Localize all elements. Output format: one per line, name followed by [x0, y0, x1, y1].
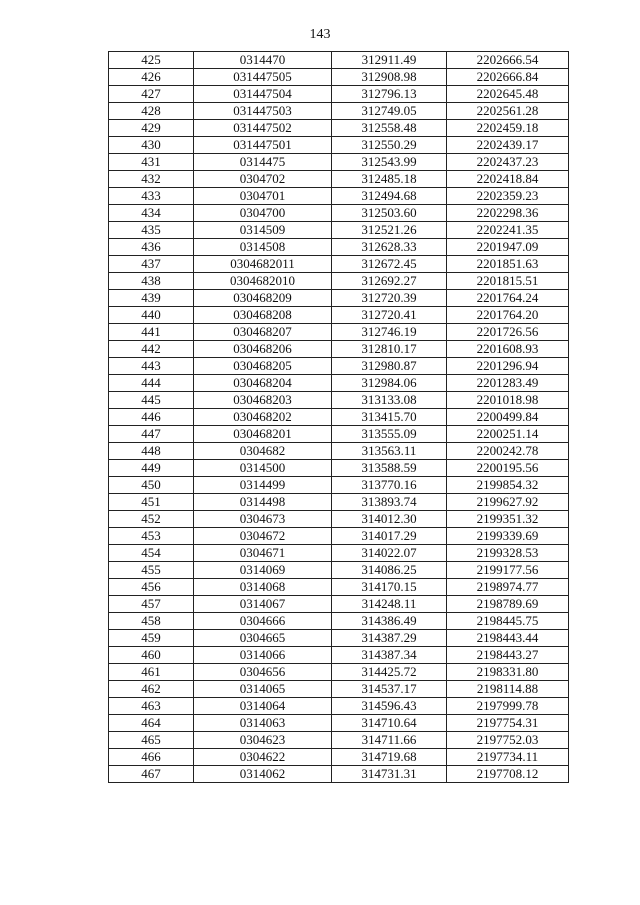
y-coordinate-cell: 2200499.84: [447, 409, 569, 426]
point-number-cell: 444: [109, 375, 194, 392]
table-row: [109, 239, 569, 256]
x-coordinate-cell: 314387.34: [332, 647, 447, 664]
point-code-cell: 0304666: [194, 613, 332, 630]
point-number-cell: 446: [109, 409, 194, 426]
y-coordinate-cell: 2202241.35: [447, 222, 569, 239]
y-coordinate-cell: 2201608.93: [447, 341, 569, 358]
x-coordinate-cell: 314017.29: [332, 528, 447, 545]
table-row: [109, 222, 569, 239]
y-coordinate-cell: 2202645.48: [447, 86, 569, 103]
point-code-cell: 031447503: [194, 103, 332, 120]
point-number-cell: 462: [109, 681, 194, 698]
point-number-cell: 445: [109, 392, 194, 409]
table-row: [109, 596, 569, 613]
x-coordinate-cell: 313415.70: [332, 409, 447, 426]
x-coordinate-cell: 313133.08: [332, 392, 447, 409]
table-row: [109, 715, 569, 732]
point-number-cell: 448: [109, 443, 194, 460]
x-coordinate-cell: 314719.68: [332, 749, 447, 766]
point-code-cell: 0304672: [194, 528, 332, 545]
table-row: [109, 664, 569, 681]
point-number-cell: 450: [109, 477, 194, 494]
point-code-cell: 0314470: [194, 52, 332, 69]
x-coordinate-cell: 314386.49: [332, 613, 447, 630]
point-code-cell: 031447505: [194, 69, 332, 86]
table-row: [109, 443, 569, 460]
point-code-cell: 0304623: [194, 732, 332, 749]
table-row: [109, 477, 569, 494]
table-row: [109, 409, 569, 426]
y-coordinate-cell: 2201018.98: [447, 392, 569, 409]
point-code-cell: 030468207: [194, 324, 332, 341]
point-number-cell: 440: [109, 307, 194, 324]
point-code-cell: 031447502: [194, 120, 332, 137]
x-coordinate-cell: 313555.09: [332, 426, 447, 443]
x-coordinate-cell: 312911.49: [332, 52, 447, 69]
y-coordinate-cell: 2197708.12: [447, 766, 569, 783]
x-coordinate-cell: 314710.64: [332, 715, 447, 732]
point-number-cell: 456: [109, 579, 194, 596]
x-coordinate-cell: 314022.07: [332, 545, 447, 562]
point-number-cell: 461: [109, 664, 194, 681]
y-coordinate-cell: 2198443.44: [447, 630, 569, 647]
x-coordinate-cell: 312746.19: [332, 324, 447, 341]
table-row: [109, 290, 569, 307]
table-row: [109, 86, 569, 103]
table-row: [109, 103, 569, 120]
x-coordinate-cell: 313563.11: [332, 443, 447, 460]
x-coordinate-cell: 312550.29: [332, 137, 447, 154]
point-number-cell: 466: [109, 749, 194, 766]
y-coordinate-cell: 2198974.77: [447, 579, 569, 596]
x-coordinate-cell: 312749.05: [332, 103, 447, 120]
point-number-cell: 438: [109, 273, 194, 290]
point-number-cell: 449: [109, 460, 194, 477]
table-row: [109, 324, 569, 341]
x-coordinate-cell: 312810.17: [332, 341, 447, 358]
point-number-cell: 459: [109, 630, 194, 647]
point-code-cell: 0314067: [194, 596, 332, 613]
x-coordinate-cell: 313588.59: [332, 460, 447, 477]
x-coordinate-cell: 312980.87: [332, 358, 447, 375]
point-code-cell: 0304701: [194, 188, 332, 205]
table-row: [109, 749, 569, 766]
y-coordinate-cell: 2201726.56: [447, 324, 569, 341]
table-row: [109, 681, 569, 698]
y-coordinate-cell: 2197754.31: [447, 715, 569, 732]
table-row: [109, 120, 569, 137]
point-number-cell: 442: [109, 341, 194, 358]
point-code-cell: 030468206: [194, 341, 332, 358]
x-coordinate-cell: 314711.66: [332, 732, 447, 749]
point-number-cell: 439: [109, 290, 194, 307]
point-code-cell: 030468205: [194, 358, 332, 375]
table-row: [109, 273, 569, 290]
table-row: [109, 358, 569, 375]
y-coordinate-cell: 2201764.20: [447, 307, 569, 324]
point-number-cell: 454: [109, 545, 194, 562]
x-coordinate-cell: 314012.30: [332, 511, 447, 528]
x-coordinate-cell: 312628.33: [332, 239, 447, 256]
y-coordinate-cell: 2201764.24: [447, 290, 569, 307]
x-coordinate-cell: 312485.18: [332, 171, 447, 188]
y-coordinate-cell: 2200195.56: [447, 460, 569, 477]
point-code-cell: 0304700: [194, 205, 332, 222]
coordinates-table: [108, 51, 569, 783]
table-row: [109, 460, 569, 477]
point-code-cell: 0314068: [194, 579, 332, 596]
point-number-cell: 443: [109, 358, 194, 375]
point-code-cell: 0314499: [194, 477, 332, 494]
x-coordinate-cell: 312692.27: [332, 273, 447, 290]
point-code-cell: 0314498: [194, 494, 332, 511]
point-code-cell: 030468203: [194, 392, 332, 409]
table-row: [109, 52, 569, 69]
point-number-cell: 465: [109, 732, 194, 749]
point-code-cell: 031447504: [194, 86, 332, 103]
point-code-cell: 0304656: [194, 664, 332, 681]
table-row: [109, 732, 569, 749]
y-coordinate-cell: 2200251.14: [447, 426, 569, 443]
point-number-cell: 455: [109, 562, 194, 579]
point-number-cell: 432: [109, 171, 194, 188]
page-number: 143: [309, 27, 331, 42]
table-row: [109, 511, 569, 528]
table-row: [109, 137, 569, 154]
y-coordinate-cell: 2202459.18: [447, 120, 569, 137]
x-coordinate-cell: 313770.16: [332, 477, 447, 494]
table-row: [109, 528, 569, 545]
point-number-cell: 460: [109, 647, 194, 664]
point-code-cell: 0304671: [194, 545, 332, 562]
table-row: [109, 188, 569, 205]
table-row: [109, 698, 569, 715]
point-code-cell: 0314062: [194, 766, 332, 783]
table-row: [109, 613, 569, 630]
x-coordinate-cell: 312796.13: [332, 86, 447, 103]
point-number-cell: 426: [109, 69, 194, 86]
y-coordinate-cell: 2199627.92: [447, 494, 569, 511]
table-row: [109, 171, 569, 188]
x-coordinate-cell: 312503.60: [332, 205, 447, 222]
point-code-cell: 0304702: [194, 171, 332, 188]
x-coordinate-cell: 312543.99: [332, 154, 447, 171]
table-row: [109, 579, 569, 596]
table-row: [109, 375, 569, 392]
y-coordinate-cell: 2198789.69: [447, 596, 569, 613]
y-coordinate-cell: 2201283.49: [447, 375, 569, 392]
x-coordinate-cell: 312908.98: [332, 69, 447, 86]
x-coordinate-cell: 312984.06: [332, 375, 447, 392]
table-row: [109, 426, 569, 443]
point-code-cell: 031447501: [194, 137, 332, 154]
point-number-cell: 434: [109, 205, 194, 222]
point-number-cell: 447: [109, 426, 194, 443]
table-row: [109, 494, 569, 511]
y-coordinate-cell: 2197999.78: [447, 698, 569, 715]
y-coordinate-cell: 2202437.23: [447, 154, 569, 171]
y-coordinate-cell: 2202666.84: [447, 69, 569, 86]
y-coordinate-cell: 2202418.84: [447, 171, 569, 188]
point-number-cell: 451: [109, 494, 194, 511]
point-number-cell: 452: [109, 511, 194, 528]
x-coordinate-cell: 314248.11: [332, 596, 447, 613]
point-code-cell: 0304622: [194, 749, 332, 766]
point-number-cell: 467: [109, 766, 194, 783]
x-coordinate-cell: 312720.41: [332, 307, 447, 324]
table-row: [109, 256, 569, 273]
coordinates-table-body: [109, 52, 569, 783]
point-number-cell: 436: [109, 239, 194, 256]
x-coordinate-cell: 314537.17: [332, 681, 447, 698]
point-number-cell: 433: [109, 188, 194, 205]
table-row: [109, 205, 569, 222]
point-number-cell: 457: [109, 596, 194, 613]
table-row: [109, 766, 569, 783]
point-code-cell: 030468209: [194, 290, 332, 307]
table-row: [109, 154, 569, 171]
point-code-cell: 0314063: [194, 715, 332, 732]
y-coordinate-cell: 2198445.75: [447, 613, 569, 630]
point-code-cell: 030468204: [194, 375, 332, 392]
y-coordinate-cell: 2199854.32: [447, 477, 569, 494]
y-coordinate-cell: 2201815.51: [447, 273, 569, 290]
y-coordinate-cell: 2199328.53: [447, 545, 569, 562]
point-number-cell: 463: [109, 698, 194, 715]
y-coordinate-cell: 2199351.32: [447, 511, 569, 528]
point-code-cell: 030468208: [194, 307, 332, 324]
y-coordinate-cell: 2198331.80: [447, 664, 569, 681]
table-row: [109, 392, 569, 409]
point-code-cell: 0314509: [194, 222, 332, 239]
y-coordinate-cell: 2202561.28: [447, 103, 569, 120]
table-row: [109, 307, 569, 324]
point-code-cell: 0314066: [194, 647, 332, 664]
point-code-cell: 0314064: [194, 698, 332, 715]
point-number-cell: 464: [109, 715, 194, 732]
point-code-cell: 0304673: [194, 511, 332, 528]
y-coordinate-cell: 2198443.27: [447, 647, 569, 664]
y-coordinate-cell: 2201947.09: [447, 239, 569, 256]
point-code-cell: 030468201: [194, 426, 332, 443]
x-coordinate-cell: 314086.25: [332, 562, 447, 579]
x-coordinate-cell: 312494.68: [332, 188, 447, 205]
y-coordinate-cell: 2202359.23: [447, 188, 569, 205]
y-coordinate-cell: 2199339.69: [447, 528, 569, 545]
point-number-cell: 425: [109, 52, 194, 69]
x-coordinate-cell: 312558.48: [332, 120, 447, 137]
y-coordinate-cell: 2202666.54: [447, 52, 569, 69]
table-row: [109, 69, 569, 86]
y-coordinate-cell: 2200242.78: [447, 443, 569, 460]
y-coordinate-cell: 2197734.11: [447, 749, 569, 766]
x-coordinate-cell: 313893.74: [332, 494, 447, 511]
point-code-cell: 030468202: [194, 409, 332, 426]
point-code-cell: 0314475: [194, 154, 332, 171]
y-coordinate-cell: 2197752.03: [447, 732, 569, 749]
point-code-cell: 0304682: [194, 443, 332, 460]
y-coordinate-cell: 2201296.94: [447, 358, 569, 375]
table-row: [109, 545, 569, 562]
table-row: [109, 562, 569, 579]
y-coordinate-cell: 2202298.36: [447, 205, 569, 222]
point-number-cell: 453: [109, 528, 194, 545]
point-code-cell: 0314500: [194, 460, 332, 477]
x-coordinate-cell: 312672.45: [332, 256, 447, 273]
point-code-cell: 0304682010: [194, 273, 332, 290]
point-number-cell: 430: [109, 137, 194, 154]
point-number-cell: 428: [109, 103, 194, 120]
table-row: [109, 341, 569, 358]
point-number-cell: 441: [109, 324, 194, 341]
table-row: [109, 630, 569, 647]
point-code-cell: 0314508: [194, 239, 332, 256]
x-coordinate-cell: 314170.15: [332, 579, 447, 596]
point-code-cell: 0314069: [194, 562, 332, 579]
point-number-cell: 435: [109, 222, 194, 239]
y-coordinate-cell: 2199177.56: [447, 562, 569, 579]
y-coordinate-cell: 2201851.63: [447, 256, 569, 273]
x-coordinate-cell: 314387.29: [332, 630, 447, 647]
point-number-cell: 431: [109, 154, 194, 171]
y-coordinate-cell: 2198114.88: [447, 681, 569, 698]
point-code-cell: 0314065: [194, 681, 332, 698]
x-coordinate-cell: 312521.26: [332, 222, 447, 239]
point-code-cell: 0304665: [194, 630, 332, 647]
x-coordinate-cell: 312720.39: [332, 290, 447, 307]
x-coordinate-cell: 314425.72: [332, 664, 447, 681]
x-coordinate-cell: 314596.43: [332, 698, 447, 715]
x-coordinate-cell: 314731.31: [332, 766, 447, 783]
y-coordinate-cell: 2202439.17: [447, 137, 569, 154]
point-number-cell: 437: [109, 256, 194, 273]
point-number-cell: 427: [109, 86, 194, 103]
point-code-cell: 0304682011: [194, 256, 332, 273]
point-number-cell: 458: [109, 613, 194, 630]
table-row: [109, 647, 569, 664]
point-number-cell: 429: [109, 120, 194, 137]
